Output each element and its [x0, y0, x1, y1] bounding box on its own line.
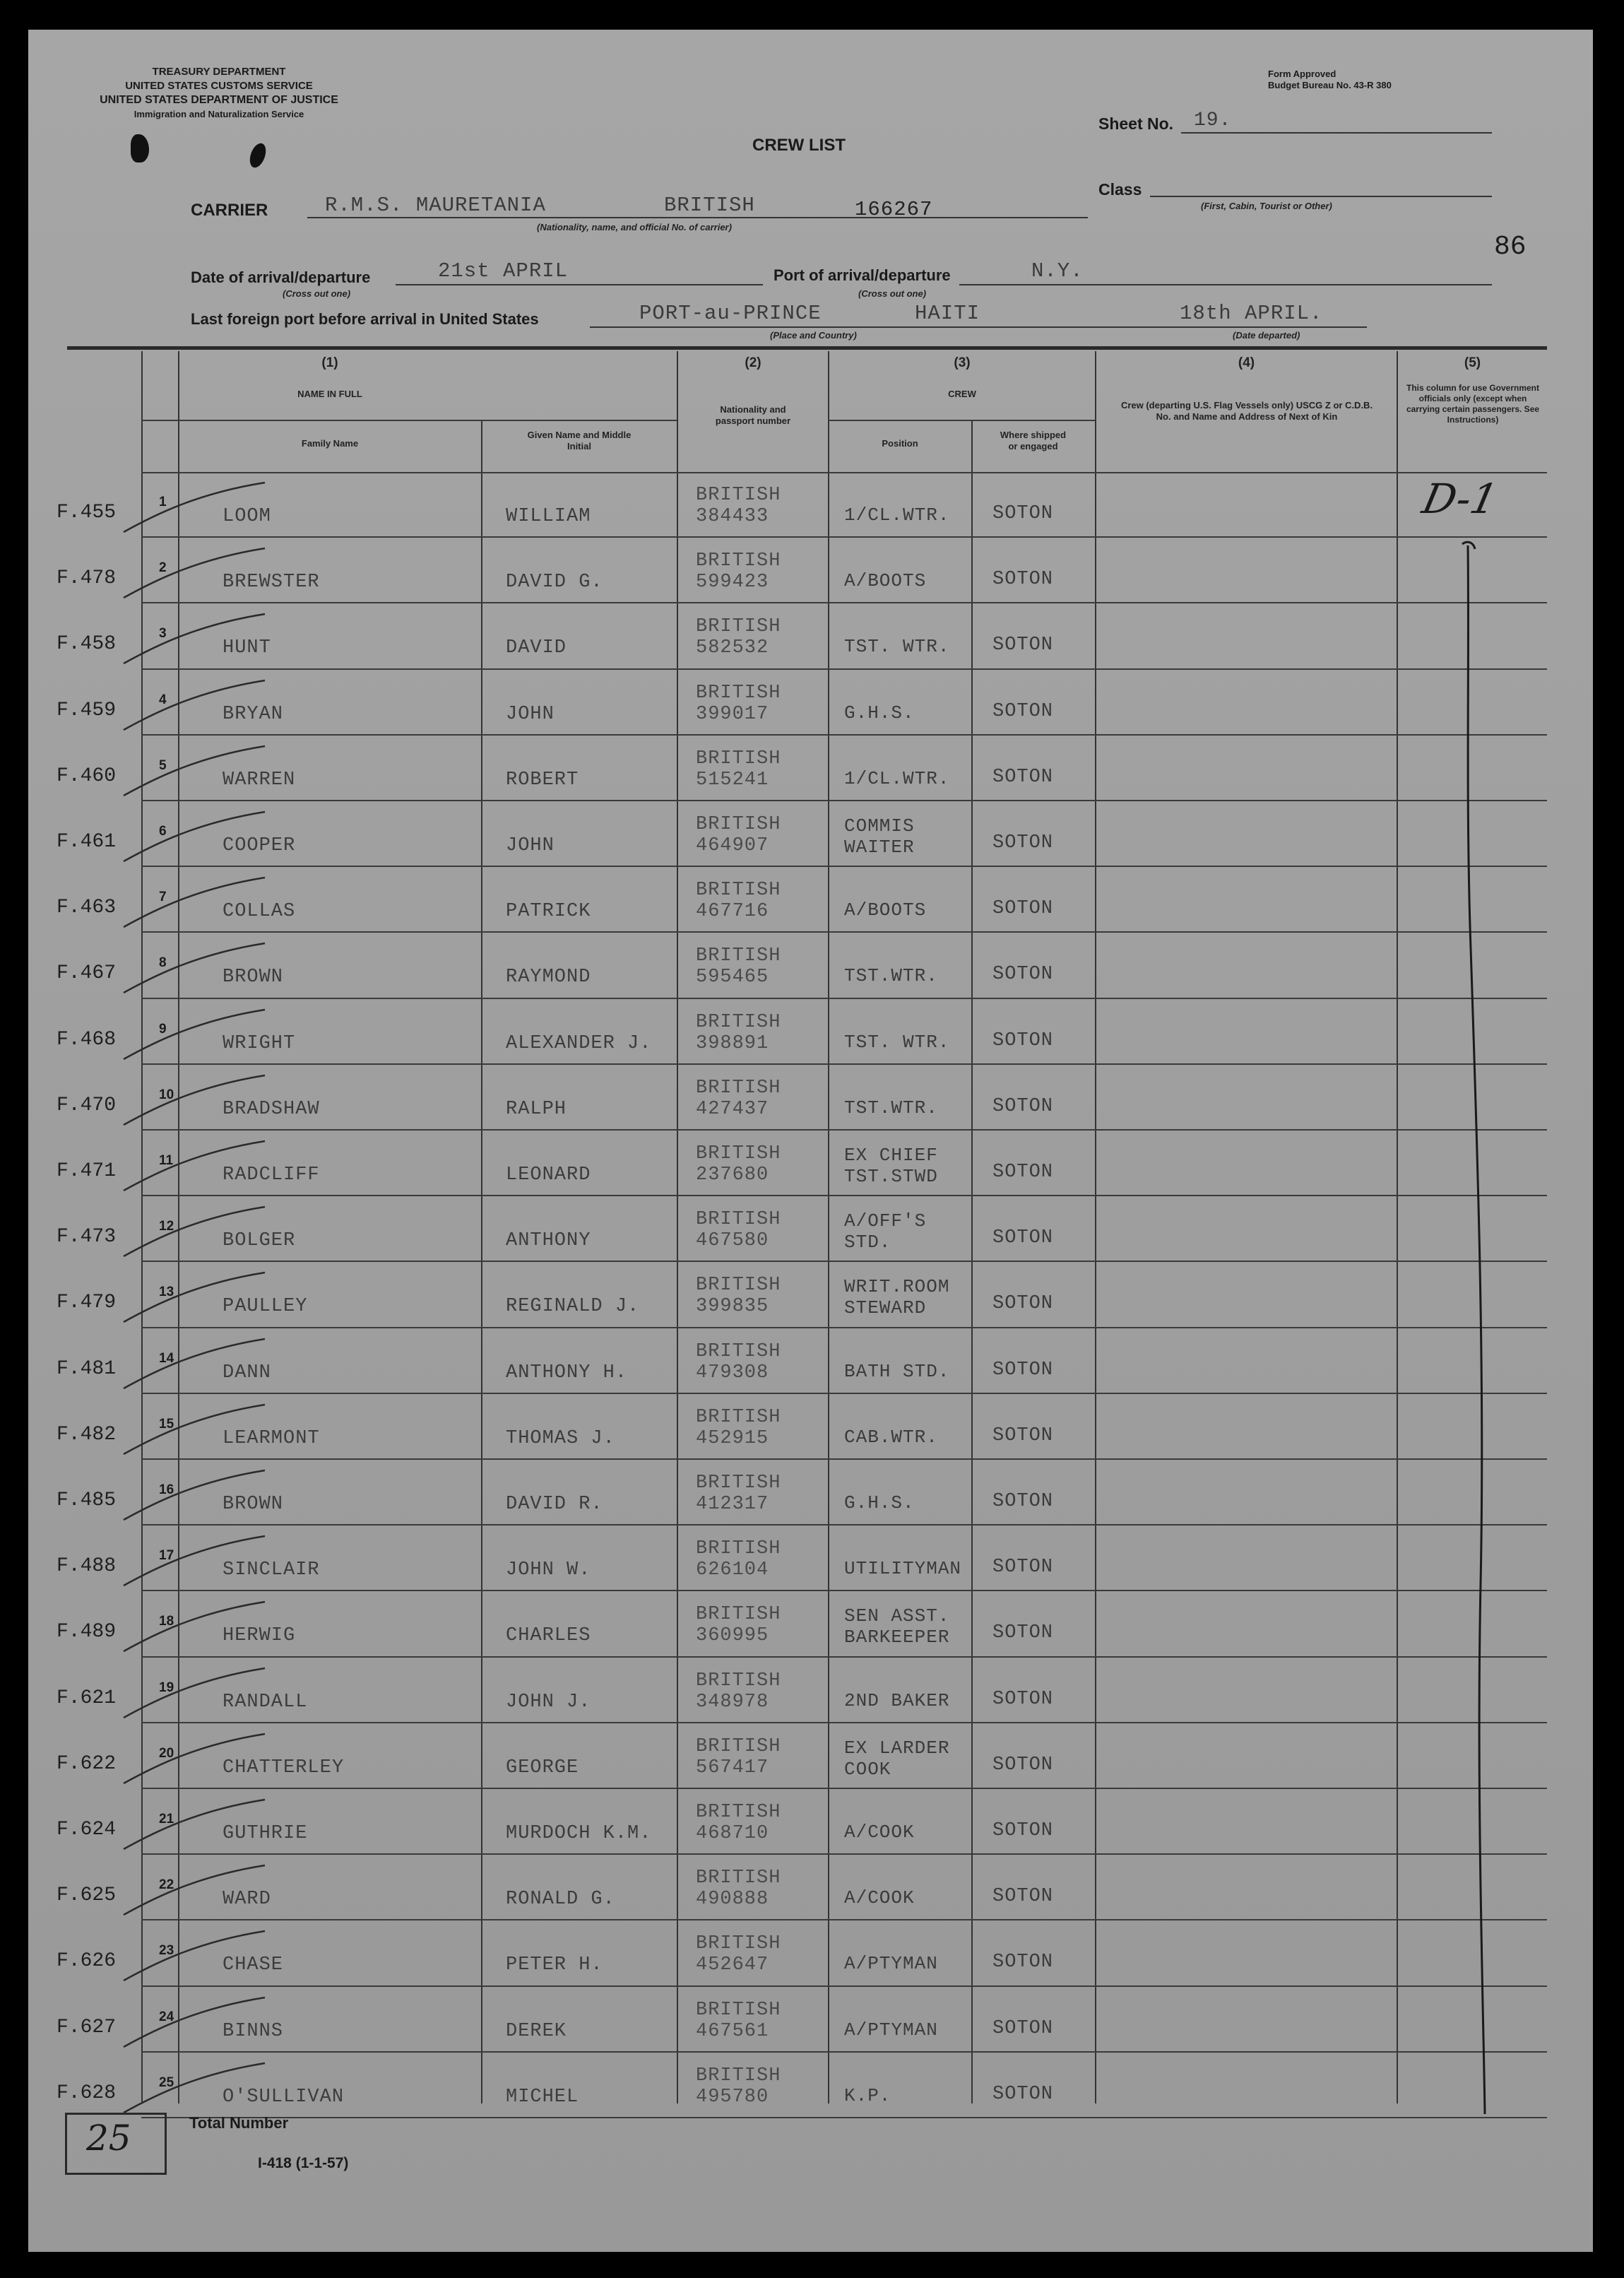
row-number: 5 [159, 757, 167, 773]
nationality: BRITISH [696, 1670, 781, 1692]
row-number: 24 [159, 2009, 174, 2024]
agency-line-1: TREASURY DEPARTMENT [152, 66, 286, 78]
col4-number: (4) [1238, 355, 1255, 370]
family-name: PAULLEY [223, 1296, 308, 1318]
passport-number: 464907 [696, 835, 769, 856]
nationality: BRITISH [696, 682, 781, 704]
nationality: BRITISH [696, 1999, 781, 2021]
row-number: 16 [159, 1482, 174, 1497]
passport-number: 468710 [696, 1823, 769, 1844]
position-line-2: WAITER [844, 837, 915, 858]
total-label: Total Number [189, 2114, 289, 2132]
nationality: BRITISH [696, 814, 781, 835]
family-name: CHASE [223, 1954, 284, 1976]
date-departed-value: 18th APRIL. [1180, 302, 1323, 325]
date-departed-caption: (Date departed) [1233, 330, 1300, 341]
row-number: 8 [159, 955, 167, 971]
col3-title: CREW [948, 389, 976, 399]
given-name: ROBERT [506, 769, 579, 791]
passport-number: 490888 [696, 1889, 769, 1911]
date-arrival-value: 21st APRIL [438, 259, 569, 283]
family-name: COOPER [223, 835, 296, 856]
given-name: PATRICK [506, 901, 591, 923]
col3-number: (3) [954, 355, 971, 370]
position: 1/CL.WTR. [844, 767, 950, 789]
col2-title: Nationality and passport number [715, 404, 791, 426]
family-name: LEARMONT [223, 1427, 320, 1449]
given-name: DAVID [506, 637, 567, 659]
family-name: HERWIG [223, 1625, 296, 1647]
file-number: F.463 [57, 897, 117, 919]
shipped-port: SOTON [992, 1162, 1054, 1183]
family-name: BROWN [223, 967, 284, 988]
position: CAB.WTR. [844, 1426, 938, 1448]
last-port-place-caption: (Place and Country) [770, 330, 857, 341]
given-name: WILLIAM [506, 506, 591, 527]
family-name: CHATTERLEY [223, 1757, 345, 1778]
file-number: F.470 [57, 1094, 117, 1116]
family-name: O'SULLIVAN [223, 2086, 345, 2108]
file-number: F.622 [57, 1752, 117, 1775]
nationality: BRITISH [696, 748, 781, 769]
family-name: BOLGER [223, 1230, 296, 1252]
passport-number: 398891 [696, 1032, 769, 1054]
given-name: ANTHONY [506, 1230, 591, 1252]
col3-shipped-header: Where shipped or engaged [1000, 430, 1067, 452]
col3-position-header: Position [882, 438, 918, 449]
file-number: F.626 [57, 1950, 117, 1973]
position: EX LARDER [844, 1737, 950, 1759]
row-number: 17 [159, 1548, 174, 1564]
shipped-port: SOTON [992, 1293, 1054, 1315]
nationality: BRITISH [696, 1473, 781, 1494]
row-number: 11 [159, 1153, 174, 1168]
port-arrival-caption: (Cross out one) [858, 288, 927, 299]
nationality: BRITISH [696, 1077, 781, 1099]
given-name: DAVID G. [506, 572, 603, 594]
nationality: BRITISH [696, 1933, 781, 1955]
passport-number: 360995 [696, 1625, 769, 1647]
passport-number: 595465 [696, 967, 769, 988]
nationality: BRITISH [696, 1735, 781, 1757]
file-number: F.459 [57, 699, 117, 721]
shipped-port: SOTON [992, 832, 1054, 854]
last-port-country: HAITI [915, 302, 980, 325]
given-name: RALPH [506, 1098, 567, 1120]
passport-number: 567417 [696, 1757, 769, 1778]
family-name: WARD [223, 1889, 271, 1911]
nationality: BRITISH [696, 2065, 781, 2087]
given-name: GEORGE [506, 1757, 579, 1778]
passport-number: 515241 [696, 769, 769, 791]
given-name: ANTHONY H. [506, 1362, 628, 1383]
given-name: JOHN W. [506, 1559, 591, 1581]
row-number: 10 [159, 1087, 174, 1102]
file-number: F.478 [57, 567, 117, 590]
position: COMMIS [844, 815, 915, 837]
family-name: COLLAS [223, 901, 296, 923]
shipped-port: SOTON [992, 898, 1054, 920]
passport-number: 452915 [696, 1427, 769, 1449]
shipped-port: SOTON [992, 1688, 1054, 1710]
position-line-2: BARKEEPER [844, 1627, 950, 1648]
position: A/PTYMAN [844, 2019, 938, 2041]
file-number: F.461 [57, 831, 117, 853]
carrier-name: R.M.S. MAURETANIA [325, 194, 546, 217]
passport-number: 452647 [696, 1954, 769, 1976]
file-number: F.627 [57, 2016, 117, 2038]
annotation-d1: D-1 [1418, 475, 1503, 523]
passport-number: 412317 [696, 1494, 769, 1515]
nationality: BRITISH [696, 1802, 781, 1823]
agency-line-4: Immigration and Naturalization Service [134, 109, 304, 119]
passport-number: 237680 [696, 1164, 769, 1186]
last-port-label: Last foreign port before arrival in United States [191, 310, 539, 328]
position: A/BOOTS [844, 899, 927, 921]
shipped-port: SOTON [992, 1557, 1054, 1578]
nationality: BRITISH [696, 1209, 781, 1231]
given-name: RONALD G. [506, 1889, 615, 1911]
file-number: F.624 [57, 1819, 117, 1841]
col2-number: (2) [745, 355, 761, 370]
position: A/COOK [844, 1822, 915, 1843]
form-approved-text: Form Approved [1268, 69, 1336, 79]
row-number: 4 [159, 692, 167, 707]
handwritten-marks [28, 30, 1593, 2252]
passport-number: 467561 [696, 2020, 769, 2042]
family-name: SINCLAIR [223, 1559, 320, 1581]
family-name: BRADSHAW [223, 1098, 320, 1120]
shipped-port: SOTON [992, 1359, 1054, 1381]
passport-number: 348978 [696, 1691, 769, 1713]
file-number: F.467 [57, 962, 117, 985]
budget-bureau-text: Budget Bureau No. 43-R 380 [1268, 80, 1392, 90]
shipped-port: SOTON [992, 1754, 1054, 1776]
row-number: 25 [159, 2075, 174, 2090]
given-name: DEREK [506, 2020, 567, 2042]
family-name: RANDALL [223, 1691, 308, 1713]
passport-number: 467580 [696, 1230, 769, 1252]
passport-number: 467716 [696, 901, 769, 923]
position-line-2: COOK [844, 1758, 891, 1780]
row-number: 9 [159, 1021, 167, 1037]
shipped-port: SOTON [992, 766, 1054, 788]
position: TST.WTR. [844, 965, 938, 987]
shipped-port: SOTON [992, 964, 1054, 986]
row-number: 20 [159, 1745, 174, 1761]
family-name: WARREN [223, 769, 296, 791]
position: G.H.S. [844, 1492, 915, 1513]
sheet-label: Sheet No. [1098, 114, 1174, 133]
shipped-port: SOTON [992, 1622, 1054, 1644]
file-number: F.458 [57, 633, 117, 656]
row-number: 19 [159, 1680, 174, 1695]
row-number: 12 [159, 1219, 174, 1234]
col5-title: This column for use Government officials only (except when carrying certain passengers. See Instructions) [1406, 383, 1540, 425]
shipped-port: SOTON [992, 700, 1054, 722]
col1-title: NAME IN FULL [297, 389, 362, 399]
family-name: BINNS [223, 2020, 284, 2042]
passport-number: 626104 [696, 1559, 769, 1581]
given-name: JOHN [506, 703, 555, 725]
d1-vertical-line [1468, 545, 1485, 2114]
nationality: BRITISH [696, 880, 781, 902]
position: TST. WTR. [844, 636, 950, 658]
position: TST. WTR. [844, 1031, 950, 1053]
given-name: ALEXANDER J. [506, 1032, 652, 1054]
position: A/PTYMAN [844, 1953, 938, 1975]
passport-number: 427437 [696, 1098, 769, 1120]
shipped-port: SOTON [992, 1095, 1054, 1117]
given-name: MICHEL [506, 2086, 579, 2108]
col1-number: (1) [321, 355, 338, 370]
given-name: CHARLES [506, 1625, 591, 1647]
shipped-port: SOTON [992, 1227, 1054, 1249]
given-name: REGINALD J. [506, 1296, 640, 1318]
family-name: HUNT [223, 637, 271, 659]
family-name: DANN [223, 1362, 271, 1383]
row-number: 13 [159, 1285, 174, 1300]
col1-given-header: Given Name and Middle Initial [527, 430, 632, 452]
file-number: F.488 [57, 1555, 117, 1578]
family-name: BRYAN [223, 703, 284, 725]
file-number: F.482 [57, 1423, 117, 1446]
file-number: F.455 [57, 502, 117, 524]
file-number: F.625 [57, 1884, 117, 1907]
agency-line-3: UNITED STATES DEPARTMENT OF JUSTICE [100, 94, 338, 106]
sheet-number: 19. [1194, 110, 1232, 131]
position: WRIT.ROOM [844, 1276, 950, 1298]
position-line-2: STEWARD [844, 1297, 927, 1319]
nationality: BRITISH [696, 1143, 781, 1164]
nationality: BRITISH [696, 550, 781, 572]
position: BATH STD. [844, 1360, 950, 1382]
family-name: BROWN [223, 1494, 284, 1515]
page-number: 86 [1494, 232, 1527, 262]
row-number: 22 [159, 1877, 174, 1893]
form-id: I-418 (1-1-57) [258, 2155, 349, 2171]
date-arrival-label: Date of arrival/departure [191, 268, 371, 286]
position: A/BOOTS [844, 570, 927, 592]
passport-number: 479308 [696, 1362, 769, 1383]
nationality: BRITISH [696, 1867, 781, 1889]
passport-number: 399835 [696, 1296, 769, 1318]
shipped-port: SOTON [992, 569, 1054, 591]
port-arrival-value: N.Y. [1031, 259, 1084, 283]
row-number: 7 [159, 890, 167, 905]
position: EX CHIEF [844, 1145, 938, 1166]
row-number: 14 [159, 1350, 174, 1366]
position: G.H.S. [844, 702, 915, 724]
shipped-port: SOTON [992, 2083, 1054, 2105]
nationality: BRITISH [696, 616, 781, 638]
passport-number: 399017 [696, 703, 769, 725]
nationality: BRITISH [696, 1011, 781, 1033]
file-number: F.473 [57, 1226, 117, 1249]
shipped-port: SOTON [992, 1886, 1054, 1908]
shipped-port: SOTON [992, 1952, 1054, 1973]
position: K.P. [844, 2084, 891, 2106]
shipped-port: SOTON [992, 1029, 1054, 1051]
family-name: RADCLIFF [223, 1164, 320, 1186]
file-number: F.460 [57, 765, 117, 787]
shipped-port: SOTON [992, 2017, 1054, 2039]
document-title: CREW LIST [752, 136, 846, 155]
nationality: BRITISH [696, 1340, 781, 1362]
given-name: LEONARD [506, 1164, 591, 1186]
family-name: BREWSTER [223, 572, 320, 594]
given-name: JOHN J. [506, 1691, 591, 1713]
position: UTILITYMAN [844, 1558, 962, 1580]
col1-family-header: Family Name [301, 438, 359, 449]
carrier-caption: (Nationality, name, and official No. of carrier) [537, 222, 732, 232]
family-name: LOOM [223, 506, 271, 527]
row-number: 3 [159, 626, 167, 642]
nationality: BRITISH [696, 1275, 781, 1297]
given-name: DAVID R. [506, 1494, 603, 1515]
family-name: WRIGHT [223, 1032, 296, 1054]
nationality: BRITISH [696, 945, 781, 967]
shipped-port: SOTON [992, 503, 1054, 524]
file-number: F.471 [57, 1160, 117, 1182]
file-number: F.479 [57, 1292, 117, 1314]
position: TST.WTR. [844, 1097, 938, 1119]
file-number: F.468 [57, 1028, 117, 1051]
file-number: F.481 [57, 1357, 117, 1380]
position: 1/CL.WTR. [844, 504, 950, 526]
file-number: F.485 [57, 1489, 117, 1511]
row-number: 6 [159, 824, 167, 839]
crew-list-document [28, 30, 1593, 2252]
file-number: F.628 [57, 2082, 117, 2104]
file-number: F.489 [57, 1621, 117, 1643]
given-name: THOMAS J. [506, 1427, 615, 1449]
shipped-port: SOTON [992, 1491, 1054, 1512]
passport-number: 599423 [696, 572, 769, 594]
row-number: 23 [159, 1943, 174, 1959]
position-line-2: TST.STWD [844, 1166, 938, 1187]
shipped-port: SOTON [992, 1424, 1054, 1446]
class-label: Class [1098, 180, 1142, 199]
shipped-port: SOTON [992, 635, 1054, 656]
row-number: 18 [159, 1614, 174, 1629]
total-handwritten: 25 [86, 2118, 131, 2159]
given-name: PETER H. [506, 1954, 603, 1976]
row-number: 2 [159, 560, 167, 576]
nationality: BRITISH [696, 1538, 781, 1560]
passport-number: 495780 [696, 2086, 769, 2108]
port-arrival-label: Port of arrival/departure [774, 266, 951, 284]
family-name: GUTHRIE [223, 1823, 308, 1844]
given-name: JOHN [506, 835, 555, 856]
row-number: 21 [159, 1812, 174, 1826]
col5-number: (5) [1464, 355, 1481, 370]
last-port-place: PORT-au-PRINCE [639, 302, 822, 325]
date-arrival-caption: (Cross out one) [283, 288, 351, 299]
nationality: BRITISH [696, 485, 781, 506]
row-number: 15 [159, 1416, 174, 1432]
passport-number: 384433 [696, 506, 769, 527]
carrier-label: CARRIER [191, 201, 268, 220]
agency-line-2: UNITED STATES CUSTOMS SERVICE [125, 80, 313, 92]
carrier-number: 166267 [855, 198, 933, 221]
shipped-port: SOTON [992, 1820, 1054, 1841]
position: A/COOK [844, 1887, 915, 1909]
given-name: RAYMOND [506, 967, 591, 988]
nationality: BRITISH [696, 1604, 781, 1626]
position: SEN ASST. [844, 1605, 950, 1627]
nationality: BRITISH [696, 1406, 781, 1428]
carrier-nationality: BRITISH [664, 194, 755, 217]
passport-number: 582532 [696, 637, 769, 659]
file-number: F.621 [57, 1687, 117, 1709]
position: 2ND BAKER [844, 1689, 950, 1711]
class-caption: (First, Cabin, Tourist or Other) [1201, 201, 1332, 211]
position: A/OFF'S [844, 1210, 927, 1232]
row-number: 1 [159, 495, 167, 509]
given-name: MURDOCH K.M. [506, 1823, 652, 1844]
position-line-2: STD. [844, 1232, 891, 1253]
col4-title: Crew (departing U.S. Flag Vessels only) USCG Z or C.D.B. No. and Name and Address of Next of Kin [1120, 400, 1373, 422]
